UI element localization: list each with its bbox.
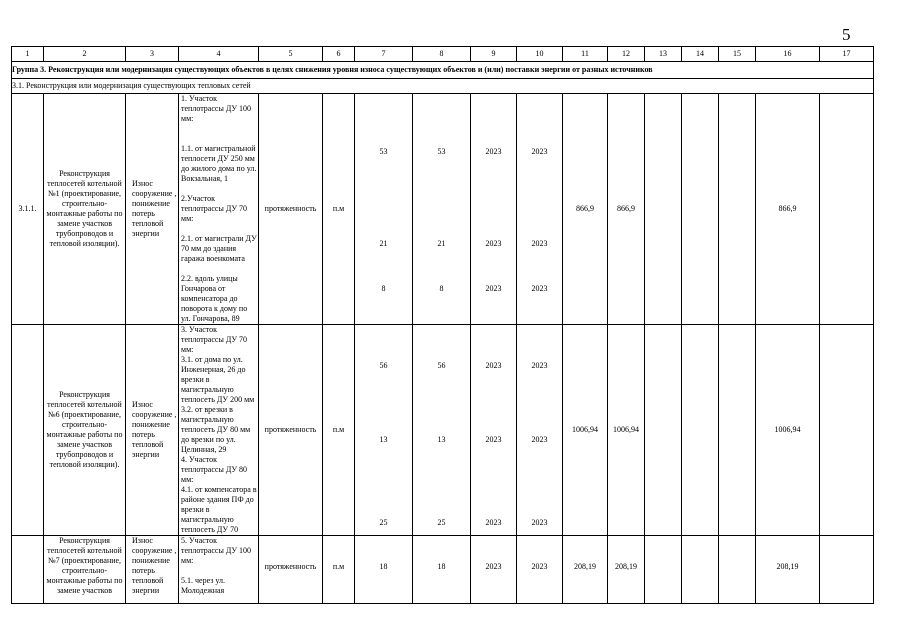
- group-title: Группа 3. Реконструкция или модернизация существующих объектов в целях снижения уровня износа существующих объектов и (или) поставки энергии от разных источников: [12, 62, 874, 79]
- col-number-17: 17: [820, 47, 874, 62]
- project-name: Реконструкция теплосетей котельной №6 (проектирование, строительно-монтажные работы по замене участков трубопроводов и тепловой изоляции).: [44, 325, 126, 536]
- row-number: [12, 536, 44, 604]
- value-cell: 2023: [531, 284, 548, 293]
- value-cell: 13: [379, 435, 388, 444]
- col-number-16: 16: [756, 47, 820, 62]
- value-cell: 25: [379, 518, 388, 527]
- value-cell: 2023: [531, 147, 548, 156]
- value-cell: 2023: [485, 361, 502, 370]
- start-year: [471, 94, 517, 325]
- col-number-7: 7: [355, 47, 413, 62]
- value-cell: 13: [437, 435, 446, 444]
- cost-remaining: 1006,94: [756, 325, 820, 536]
- col-number-13: 13: [645, 47, 682, 62]
- empty-cell: [645, 325, 682, 536]
- table-row: [12, 325, 874, 536]
- segment-list: [179, 536, 259, 604]
- end-year: 2023: [517, 536, 563, 604]
- value-cell: 2023: [531, 518, 548, 527]
- cost-total: 866,9: [563, 94, 608, 325]
- measure-unit: п.м: [323, 94, 355, 325]
- subgroup-title: 3.1. Реконструкция или модернизация существующих тепловых сетей: [12, 79, 874, 94]
- planned-length: 18: [355, 536, 413, 604]
- value-cell: 21: [437, 239, 446, 248]
- col-number-1: 1: [12, 47, 44, 62]
- col-number-12: 12: [608, 47, 645, 62]
- empty-cell: [682, 325, 719, 536]
- empty-cell: [820, 325, 874, 536]
- col-number-6: 6: [323, 47, 355, 62]
- cost-total: 208,19: [563, 536, 608, 604]
- col-number-8: 8: [413, 47, 471, 62]
- value-cell: 25: [437, 518, 446, 527]
- value-cell: 8: [439, 284, 444, 293]
- table-row: [12, 94, 874, 325]
- value-cell: 2023: [485, 518, 502, 527]
- value-cell: 2023: [531, 435, 548, 444]
- value-cell: 53: [379, 147, 388, 156]
- col-number-2: 2: [44, 47, 126, 62]
- table-row: [12, 536, 874, 604]
- empty-cell: [719, 325, 756, 536]
- value-cell: 2023: [531, 239, 548, 248]
- planned-length: [355, 325, 413, 536]
- project-reason: Износ сооружение , понижение потерь тепловой энергии: [126, 325, 179, 536]
- cost-remaining: 208,19: [756, 536, 820, 604]
- empty-cell: [719, 94, 756, 325]
- subgroup-row: [12, 79, 874, 94]
- col-number-14: 14: [682, 47, 719, 62]
- empty-cell: [719, 536, 756, 604]
- col-number-15: 15: [719, 47, 756, 62]
- measure-name: протяженность: [259, 536, 323, 604]
- value-cell: 2023: [485, 239, 502, 248]
- planned-length: [355, 94, 413, 325]
- project-name: Реконструкция теплосетей котельной №1 (проектирование, строительно-монтажные работы по замене участков трубопроводов и тепловой изоляции).: [44, 94, 126, 325]
- empty-cell: [645, 94, 682, 325]
- column-number-row: [12, 47, 874, 62]
- empty-cell: [820, 536, 874, 604]
- segment-text: 5. Участок теплотрассы ДУ 100 мм: 5.1. через ул. Молодежная: [181, 536, 252, 595]
- actual-length: [413, 94, 471, 325]
- segment-text: 1. Участок теплотрассы ДУ 100 мм: 1.1. от магистральной теплосети ДУ 250 мм до жилого дома по ул. Вокзальная, 1 2.Участок теплотрассы ДУ 70 мм: 2.1. от магистрали ДУ 70 мм до здания гаража военкомата 2.2. вдоль улицы Гончарова от компенсатора до поворота к дому по ул. Гончарова, 89: [181, 94, 257, 323]
- empty-cell: [682, 94, 719, 325]
- end-year: [517, 94, 563, 325]
- measure-unit: п.м: [323, 325, 355, 536]
- col-number-5: 5: [259, 47, 323, 62]
- page-number: 5: [842, 25, 851, 44]
- cost-year: 208,19: [608, 536, 645, 604]
- value-cell: 2023: [485, 435, 502, 444]
- segment-list: [179, 325, 259, 536]
- cost-total: 1006,94: [563, 325, 608, 536]
- project-name: Реконструкция теплосетей котельной №7 (проектирование, строительно-монтажные работы по замене участков: [44, 536, 126, 604]
- value-cell: 2023: [485, 284, 502, 293]
- col-number-11: 11: [563, 47, 608, 62]
- value-cell: 56: [379, 361, 388, 370]
- row-number: [12, 325, 44, 536]
- cost-year: 1006,94: [608, 325, 645, 536]
- group-row: [12, 62, 874, 79]
- empty-cell: [820, 94, 874, 325]
- col-number-3: 3: [126, 47, 179, 62]
- segment-text: 3. Участок теплотрассы ДУ 70 мм: 3.1. от дома по ул. Инженерная, 26 до врезки в магистральную теплосеть ДУ 200 мм 3.2. от врезки в магистральную теплосеть ДУ 80 мм до врезки по ул. Целинная, 29 4. Участок теплотрассы ДУ 80 мм: 4.1. от компенсатора в районе здания ПФ до врезки в магистральную теплосеть ДУ 70: [181, 325, 257, 534]
- value-cell: 56: [437, 361, 446, 370]
- col-number-4: 4: [179, 47, 259, 62]
- col-number-9: 9: [471, 47, 517, 62]
- value-cell: 2023: [531, 361, 548, 370]
- start-year: 2023: [471, 536, 517, 604]
- empty-cell: [682, 536, 719, 604]
- actual-length: 18: [413, 536, 471, 604]
- row-number: 3.1.1.: [12, 94, 44, 325]
- measure-name: протяженность: [259, 325, 323, 536]
- cost-year: 866,9: [608, 94, 645, 325]
- empty-cell: [645, 536, 682, 604]
- end-year: [517, 325, 563, 536]
- start-year: [471, 325, 517, 536]
- value-cell: 21: [379, 239, 388, 248]
- cost-remaining: 866,9: [756, 94, 820, 325]
- measure-unit: п.м: [323, 536, 355, 604]
- segment-list: [179, 94, 259, 325]
- project-reason: Износ сооружение , понижение потерь тепловой энергии: [126, 536, 179, 604]
- measure-name: протяженность: [259, 94, 323, 325]
- value-cell: 2023: [485, 147, 502, 156]
- investment-table: [11, 46, 874, 604]
- col-number-10: 10: [517, 47, 563, 62]
- project-reason: Износ сооружение , понижение потерь тепловой энергии: [126, 94, 179, 325]
- actual-length: [413, 325, 471, 536]
- value-cell: 53: [437, 147, 446, 156]
- value-cell: 8: [381, 284, 386, 293]
